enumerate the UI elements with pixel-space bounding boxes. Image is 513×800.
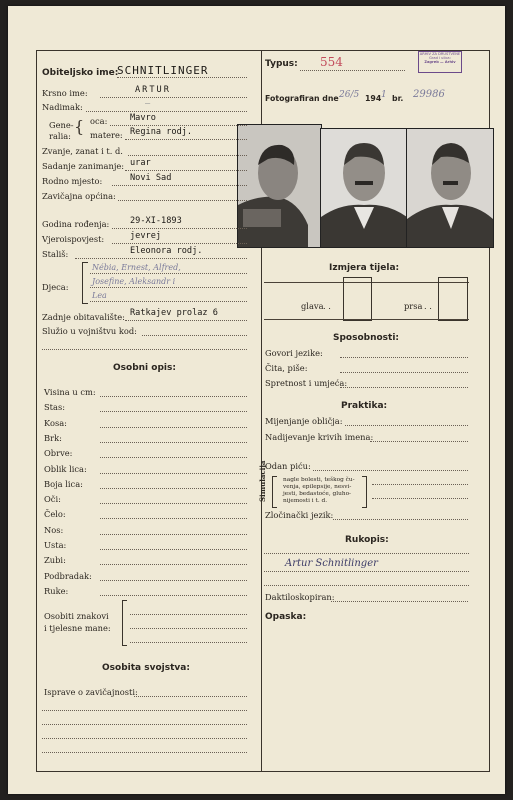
zavicajna-label: Zavičajna općina: (42, 191, 116, 201)
description-field-line (100, 411, 247, 412)
praktika-title: Praktika: (341, 401, 388, 411)
description-field-label: Kosa: (44, 417, 67, 428)
surname-value: SCHNITLINGER (117, 64, 209, 77)
description-field-line (100, 518, 247, 519)
zadnje-line (125, 320, 247, 321)
matere-line (125, 139, 247, 140)
dakti-label: Daktiloskopiran: (265, 592, 335, 602)
izmjera-rule-2 (264, 319, 469, 320)
krsno-line (100, 97, 247, 98)
zvanje-line (128, 155, 247, 156)
sadanje-label: Sadanje zanimanje: (42, 161, 125, 171)
sposobnost-label: Govori jezike: (265, 348, 323, 358)
praktika-label: Mijenjanje obličja: (265, 416, 343, 426)
description-field-line (100, 396, 247, 397)
praktika-label: Nadijevanje krivih imena: (265, 432, 374, 442)
description-field-line (100, 503, 247, 504)
sadanje-value: urar (130, 158, 151, 168)
description-field-label: Podbradak: (44, 570, 92, 581)
djeca-line-1: Nébia, Ernest, Alfred, (92, 263, 181, 272)
rodno-label: Rodno mjesto: (42, 176, 103, 186)
zlocinacki-line (333, 519, 468, 520)
vjero-line (112, 243, 247, 244)
year-digit: 1 (381, 90, 387, 100)
year-label: 194 (365, 94, 382, 103)
simulacija-label: Simulacija (258, 460, 267, 502)
djeca-line-c (90, 301, 247, 302)
svojstva-title: Osobita svojstva: (102, 663, 190, 673)
opaska-label: Opaska: (265, 612, 307, 622)
description-field-line (100, 473, 247, 474)
description-field-label: Ruke: (44, 585, 69, 596)
zlocinacki-label: Zločinački jezik: (265, 510, 334, 520)
simulacija-bracket-left (272, 476, 277, 508)
stalis-line (75, 258, 247, 259)
generalia-label-1: Gene- (49, 120, 74, 130)
description-field-label: Oblik lica: (44, 463, 87, 474)
stalis-label: Stališ: (42, 249, 69, 259)
dakti-line (331, 601, 468, 602)
osobiti-label-2: i tjelesne mane: (44, 623, 111, 633)
photographed-date: 26/5 (339, 90, 360, 100)
osobiti-line-b (130, 628, 247, 629)
surname-line (117, 77, 247, 78)
rukopis-line-2 (264, 571, 469, 572)
rukopis-line-1 (264, 553, 469, 554)
djeca-line-b (90, 287, 247, 288)
oca-value: Mavro (130, 113, 156, 123)
vjero-label: Vjeroispovjest: (42, 234, 105, 244)
sposobnost-label: Čita, piše: (265, 363, 308, 373)
isprave-line-4 (42, 738, 247, 739)
type-line (300, 70, 405, 71)
simulacija-line-a (372, 484, 468, 485)
rodno-line (112, 185, 247, 186)
simulacija-line-2: venja, epilepsije, nesvi- (283, 484, 352, 490)
rukopis-title: Rukopis: (345, 535, 389, 545)
description-field-label: Visina u cm: (44, 387, 96, 397)
prsa-dots: . . (424, 301, 432, 311)
prsa-box (438, 277, 468, 321)
type-value: 554 (320, 55, 343, 69)
surname-label: Obiteljsko ime: (42, 68, 119, 78)
signature: Artur Schnitlinger (285, 558, 378, 569)
godina-label: Godina rođenja: (42, 219, 110, 229)
sposobnost-line (340, 357, 468, 358)
djeca-line-3: Lea (92, 291, 107, 300)
simulacija-line-b (372, 498, 468, 499)
rukopis-line-3 (264, 585, 469, 586)
odan-label: Odan piću: (265, 461, 311, 471)
sluzio-line (142, 335, 247, 336)
description-field-label: Čelo: (44, 509, 66, 520)
osobiti-bracket (122, 600, 127, 646)
generalia-label-2: ralia: (49, 131, 71, 141)
isprave-line-3 (42, 724, 247, 725)
oca-line (110, 125, 247, 126)
description-field-label: Zubi: (44, 555, 66, 566)
description-field-line (100, 564, 247, 565)
glava-label: glava (301, 301, 324, 311)
simulacija-line-4: nijemosti i t. d. (283, 498, 328, 504)
osobiti-line-c (130, 642, 247, 643)
description-field-label: Nos: (44, 524, 64, 535)
isprave-line-5 (42, 752, 247, 753)
generalia-brace: { (74, 117, 85, 136)
description-field-label: Boja lica: (44, 478, 83, 489)
djeca-bracket (82, 262, 88, 304)
sposobnost-line (340, 372, 468, 373)
matere-value: Regina rodj. (130, 127, 193, 137)
krsno-value: ARTUR (135, 85, 171, 95)
nadimak-label: Nadimak: (42, 102, 83, 112)
godina-value: 29-XI-1893 (130, 216, 182, 226)
simulacija-line-1: nagle bolesti, teškog ču- (283, 477, 355, 483)
oca-label: oca: (90, 116, 108, 126)
glava-dots: . . (323, 301, 331, 311)
description-field-line (100, 549, 247, 550)
nr-label: br. (392, 94, 404, 103)
osobiti-label-1: Osobiti znakovi (44, 611, 109, 621)
description-field-label: Brk: (44, 432, 62, 443)
rodno-value: Novi Sad (130, 173, 172, 183)
djeca-line-a (90, 273, 247, 274)
osobni-title: Osobni opis: (113, 363, 176, 373)
description-field-label: Usta: (44, 540, 67, 550)
sluzio-label: Služio u vojništvu kod: (42, 326, 137, 336)
zadnje-label: Zadnje obitavalište: (42, 312, 125, 322)
description-field-label: Obrve: (44, 448, 73, 459)
isprave-line (134, 696, 247, 697)
front-photo (320, 128, 408, 248)
sadanje-line (125, 170, 247, 171)
description-field-line (100, 580, 247, 581)
izmjera-title: Izmjera tijela: (329, 263, 400, 273)
praktika-line (345, 425, 468, 426)
isprave-line-2 (42, 710, 247, 711)
simulacija-line-3: jesti, bedastoće, gluho- (283, 491, 352, 497)
praktika-line (370, 441, 468, 442)
description-field-line (100, 457, 247, 458)
archive-stamp: ARHIV ZA DRUŠTVENE Grad i ulica: Zagreb — Arhiv (418, 51, 462, 73)
nadimak-line (86, 111, 247, 112)
sposobnosti-title: Sposobnosti: (333, 333, 400, 343)
description-field-line (100, 488, 247, 489)
description-field-label: Oči: (44, 494, 61, 505)
djeca-line-2: Josefine, Aleksandr i (92, 277, 176, 286)
sposobnost-line (340, 387, 468, 388)
nadimak-value: — (145, 99, 151, 109)
prsa-label: prsa (404, 301, 423, 311)
glava-box (343, 277, 372, 321)
nr-value: 29986 (413, 89, 445, 100)
odan-line (313, 470, 468, 471)
sposobnost-label: Spretnost i umjeća: (265, 378, 348, 388)
description-field-line (100, 427, 247, 428)
krsno-label: Krsno ime: (42, 88, 88, 98)
simulacija-bracket-right (362, 476, 367, 508)
zadnje-value: Ratkajev prolaz 6 (130, 308, 218, 318)
osobiti-line-a (130, 614, 247, 615)
description-field-line (100, 595, 247, 596)
matere-label: matere: (90, 130, 123, 140)
vjero-value: jevrej (130, 231, 162, 241)
zvanje-label: Zvanje, zanat i t. d. (42, 146, 123, 156)
photographed-label: Fotografiran dne (265, 94, 339, 103)
description-field-label: Stas: (44, 402, 66, 413)
type-label: Typus: (265, 59, 298, 69)
stalis-value: Eleonora rodj. (130, 246, 203, 256)
godina-line (112, 228, 247, 229)
description-field-line (100, 442, 247, 443)
description-field-line (100, 534, 247, 535)
three-quarter-photo (406, 128, 494, 248)
isprave-label: Isprave o zavičajnosti: (44, 687, 138, 697)
profile-photo (237, 124, 322, 248)
djeca-label: Djeca: (42, 282, 69, 292)
zavicajna-line (118, 200, 247, 201)
sluzio-line-2 (42, 349, 247, 350)
